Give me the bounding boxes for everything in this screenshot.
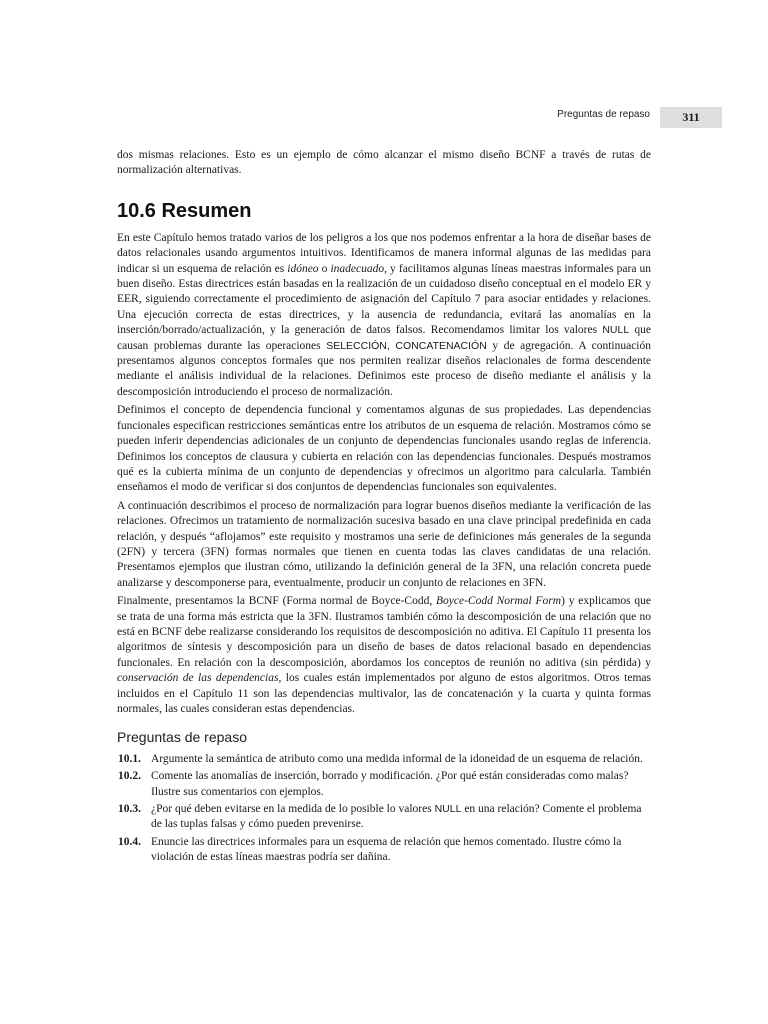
question-number: 10.4. xyxy=(118,835,141,848)
question-text: ¿Por qué deben evitarse en la medida de lo posible lo valores NULL en una relación? Comente el problema de las tuplas falsas y cómo pueden prevenirse. xyxy=(151,803,642,831)
running-header xyxy=(557,107,722,128)
emphasis-conservacion: conservación de las dependencias xyxy=(117,672,279,685)
page-body xyxy=(117,148,651,868)
code-null: NULL xyxy=(602,324,630,337)
emphasis-bcnf: Boyce-Codd Normal Form xyxy=(435,595,562,608)
list-item xyxy=(117,835,651,866)
summary-paragraph-4: Finalmente, presentamos la BCNF (Forma normal de Boyce-Codd, Boyce-Codd Normal Form) y explicamos que se trata de una forma más estricta que la 3FN. Ilustramos también cómo la descomposición de una relación que no está en BCNF debe realizarse considerando los requisitos de descomposición no aditiva. El Capítulo 11 presenta los algoritmos de síntesis y descomposición para un diseño de bases de datos relacional basado en dependencias funcionales. En relación con la descomposición, abordamos los conceptos de reunión no aditiva (sin pérdida) y conservación de las dependencias, los cuales están implementados por alguno de estos algoritmos. Otros temas incluidos en el Capítulo 11 son las dependencias multivalor, las de concatenación y la cuarta y quinta formas normales, las cuales consideran estas dependencias. xyxy=(117,595,651,715)
review-question-list xyxy=(117,752,651,866)
emphasis-idoneo: idóneo xyxy=(287,262,319,275)
list-item xyxy=(117,802,651,833)
section-title: 10.6 Resumen xyxy=(117,199,252,222)
list-item xyxy=(117,752,651,767)
list-item xyxy=(117,769,651,800)
question-text: Enuncie las directrices informales para un esquema de relación que hemos comentado. Ilustre cómo la violación de estas líneas maestras podría ser dañina. xyxy=(151,835,622,864)
emphasis-inadecuado: inadecuado xyxy=(330,262,385,275)
question-number: 10.2. xyxy=(118,770,141,783)
running-title: Preguntas de repaso xyxy=(557,109,650,120)
summary-paragraph-3: A continuación describimos el proceso de normalización para lograr buenos diseños mediante la verificación de las relaciones. Ofrecimos un tratamiento de normalización sucesiva basado en una clave principal predefinida en cada relación, y después “aflojamos” este requisito y mostramos una serie de definiciones más generales de la segunda (2FN) y tercera (3FN) formas normales que tienen en cuenta todas las claves candidatas de una relación. Presentamos ejemplos que ilustran cómo, utilizando la definición general de la 3FN, una relación concreta puede analizarse y descomponerse para, eventualmente, producir un conjunto de relaciones en 3FN. xyxy=(117,499,651,589)
summary-paragraph-2: Definimos el concepto de dependencia funcional y comentamos algunas de sus propiedades. Las dependencias funcionales especifican restricciones semánticas entre los atributos de un esquema de relación. Mostramos cómo se pueden inferir dependencias adicionales de un conjunto de dependencias funcionales usando reglas de inferencia. Definimos los conceptos de clausura y cubierta en relación con las dependencias funcionales. Después mostramos qué es la cubierta mínima de un conjunto de dependencias y ofrecimos un algoritmo para calcularla. También enseñamos el modo de verificar si dos conjuntos de dependencias funcionales son equivalentes. xyxy=(117,404,651,494)
question-number: 10.1. xyxy=(118,752,141,765)
intro-paragraph: dos mismas relaciones. Esto es un ejemplo de cómo alcanzar el mismo diseño BCNF a través de rutas de normalización alternativas. xyxy=(117,149,651,177)
code-null: NULL xyxy=(434,803,462,816)
page-number: 311 xyxy=(660,107,722,128)
question-number: 10.3. xyxy=(118,803,141,816)
question-text: Comente las anomalías de inserción, borrado y modificación. ¿Por qué están consideradas como malas? Ilustre sus comentarios con ejemplos. xyxy=(151,770,629,798)
summary-paragraph-1: En este Capítulo hemos tratado varios de los peligros a los que nos podemos enfrentar a la hora de diseñar bases de datos relacionales usando argumentos intuitivos. Identificamos de manera informal algunas de las medidas para indicar si un esquema de relación es idóneo o inadecuado, y facilitamos algunas líneas maestras informales para un buen diseño. Estas directrices están basadas en la realización de un cuidadoso diseño conceptual en el modelo ER y EER, siguiendo correctamente el procedimiento de asignación del Capítulo 7 para asociar entidades y relaciones. Una ejecución correcta de estas directrices, y la ausencia de redundancia, evitará las anomalías en la inserción/borrado/actualización, y la generación de datos falsos. Recomendamos limitar los valores NULL que causan problemas durante las operaciones SELECCIÓN, CONCATENACIÓN y de agregación. A continuación presentamos algunos conceptos formales que nos permiten realizar diseños relacionales de forma descendente mediante el análisis individual de la relaciones. Definimos este proceso de diseño mediante el análisis y la descomposición introduciendo el proceso de normalización. xyxy=(117,231,651,398)
code-operations: SELECCIÓN, CONCATENACIÓN xyxy=(326,339,487,352)
review-questions-title: Preguntas de repaso xyxy=(117,729,247,746)
question-text: Argumente la semántica de atributo como una medida informal de la idoneidad de un esquema de relación. xyxy=(151,752,643,765)
